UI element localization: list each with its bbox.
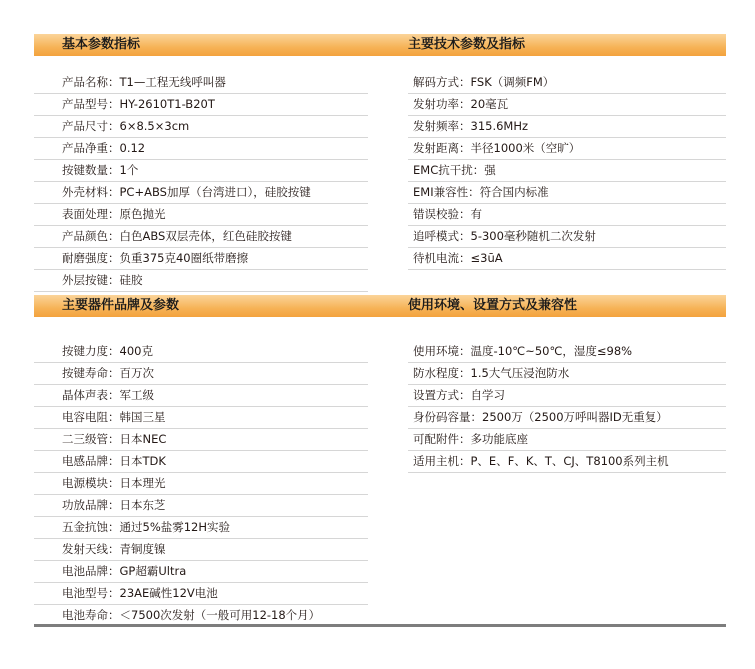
list-item <box>34 560 368 583</box>
list-item <box>408 203 726 226</box>
param-text: 晶体声表：军工级 <box>62 388 154 402</box>
list-item <box>34 494 368 517</box>
list-item <box>408 115 726 138</box>
param-text: 表面处理：原色抛光 <box>62 207 166 221</box>
param-text: 解码方式：FSK（调频FM） <box>413 75 555 89</box>
list-item <box>34 247 368 270</box>
environment-title: 使用环境、设置方式及兼容性 <box>408 298 578 313</box>
param-text: 功放品牌：日本东芝 <box>62 498 166 512</box>
param-text: 产品型号：HY-2610T1-B20T <box>62 97 215 111</box>
list-item <box>408 247 726 270</box>
list-item <box>408 428 726 451</box>
param-text: 电池品牌：GP超霸Ultra <box>62 564 187 578</box>
list-item <box>34 203 368 226</box>
list-item <box>34 340 368 363</box>
list-item <box>34 181 368 204</box>
list-item <box>408 71 726 94</box>
param-text: 产品颜色：白色ABS双层壳体，红色硅胶按键 <box>62 229 292 243</box>
param-text: 按键数量：1个 <box>62 163 139 177</box>
param-text: 待机电流：≤3ūA <box>413 251 503 265</box>
list-item <box>408 181 726 204</box>
list-item <box>34 384 368 407</box>
param-text: 防水程度：1.5大气压浸泡防水 <box>413 366 570 380</box>
list-item <box>34 428 368 451</box>
param-text: 电源模块：日本理光 <box>62 476 166 490</box>
param-text: 耐磨强度：负重375克40圈纸带磨擦 <box>62 251 249 265</box>
param-text: 发射距离：半径1000米（空旷） <box>413 141 581 155</box>
list-item <box>34 159 368 182</box>
list-item <box>408 362 726 385</box>
bottom-divider <box>34 624 726 627</box>
list-item <box>34 472 368 495</box>
param-text: EMC抗干扰：强 <box>413 163 496 177</box>
param-text: 发射功率：20毫瓦 <box>413 97 509 111</box>
list-item <box>408 159 726 182</box>
basic-params-title: 基本参数指标 <box>62 37 141 52</box>
list-item <box>34 71 368 94</box>
list-item <box>408 340 726 363</box>
param-text: 外壳材料：PC+ABS加厚（台湾进口），硅胶按键 <box>62 185 311 199</box>
param-text: 五金抗蚀：通过5%盐雾12H实验 <box>62 520 231 534</box>
param-text: EMI兼容性：符合国内标准 <box>413 185 549 199</box>
param-text: 设置方式：自学习 <box>413 388 505 402</box>
list-item <box>34 582 368 605</box>
list-item <box>408 225 726 248</box>
param-text: 适用主机：P、E、F、K、T、CJ、T8100系列主机 <box>413 454 669 468</box>
param-text: 按键力度：400克 <box>62 344 153 358</box>
list-item <box>34 362 368 385</box>
param-text: 产品名称：T1—工程无线呼叫器 <box>62 75 226 89</box>
list-item <box>408 137 726 160</box>
param-text: 电感品牌：日本TDK <box>62 454 166 468</box>
param-text: 使用环境：温度-10℃~50℃，湿度≤98% <box>413 344 633 358</box>
param-text: 发射频率：315.6MHz <box>413 119 529 133</box>
list-item <box>408 384 726 407</box>
list-item <box>34 93 368 116</box>
list-item <box>34 137 368 160</box>
list-item <box>34 225 368 248</box>
list-item <box>34 604 368 626</box>
list-item <box>34 538 368 561</box>
param-text: 产品尺寸：6×8.5×3cm <box>62 119 190 133</box>
param-text: 错误校验：有 <box>413 207 482 221</box>
param-text: 二三级管：日本NEC <box>62 432 167 446</box>
param-text: 按键寿命：百万次 <box>62 366 154 380</box>
param-text: 追呼模式：5-300毫秒随机二次发射 <box>413 229 596 243</box>
list-item <box>34 269 368 292</box>
list-item <box>408 406 726 429</box>
param-text: 电容电阻：韩国三星 <box>62 410 166 424</box>
section-header-bar <box>34 295 726 317</box>
list-item <box>34 115 368 138</box>
list-item <box>34 450 368 473</box>
param-text: 产品净重：0.12 <box>62 141 146 155</box>
param-text: 可配附件：多功能底座 <box>413 432 528 446</box>
param-text: 身份码容量：2500万（2500万呼叫器ID无重复） <box>413 410 668 424</box>
tech-params-title: 主要技术参数及指标 <box>408 37 526 52</box>
param-text: 电池寿命：＜7500次发射（一般可用12-18个月） <box>62 608 321 622</box>
param-text: 发射天线：青铜度镍 <box>62 542 166 556</box>
list-item <box>34 406 368 429</box>
list-item <box>408 450 726 473</box>
param-text: 外层按键：硅胶 <box>62 273 143 287</box>
param-text: 电池型号：23AE碱性12V电池 <box>62 586 218 600</box>
section-header-bar <box>34 34 726 56</box>
list-item <box>408 93 726 116</box>
components-title: 主要器件品牌及参数 <box>62 298 180 313</box>
list-item <box>34 516 368 539</box>
